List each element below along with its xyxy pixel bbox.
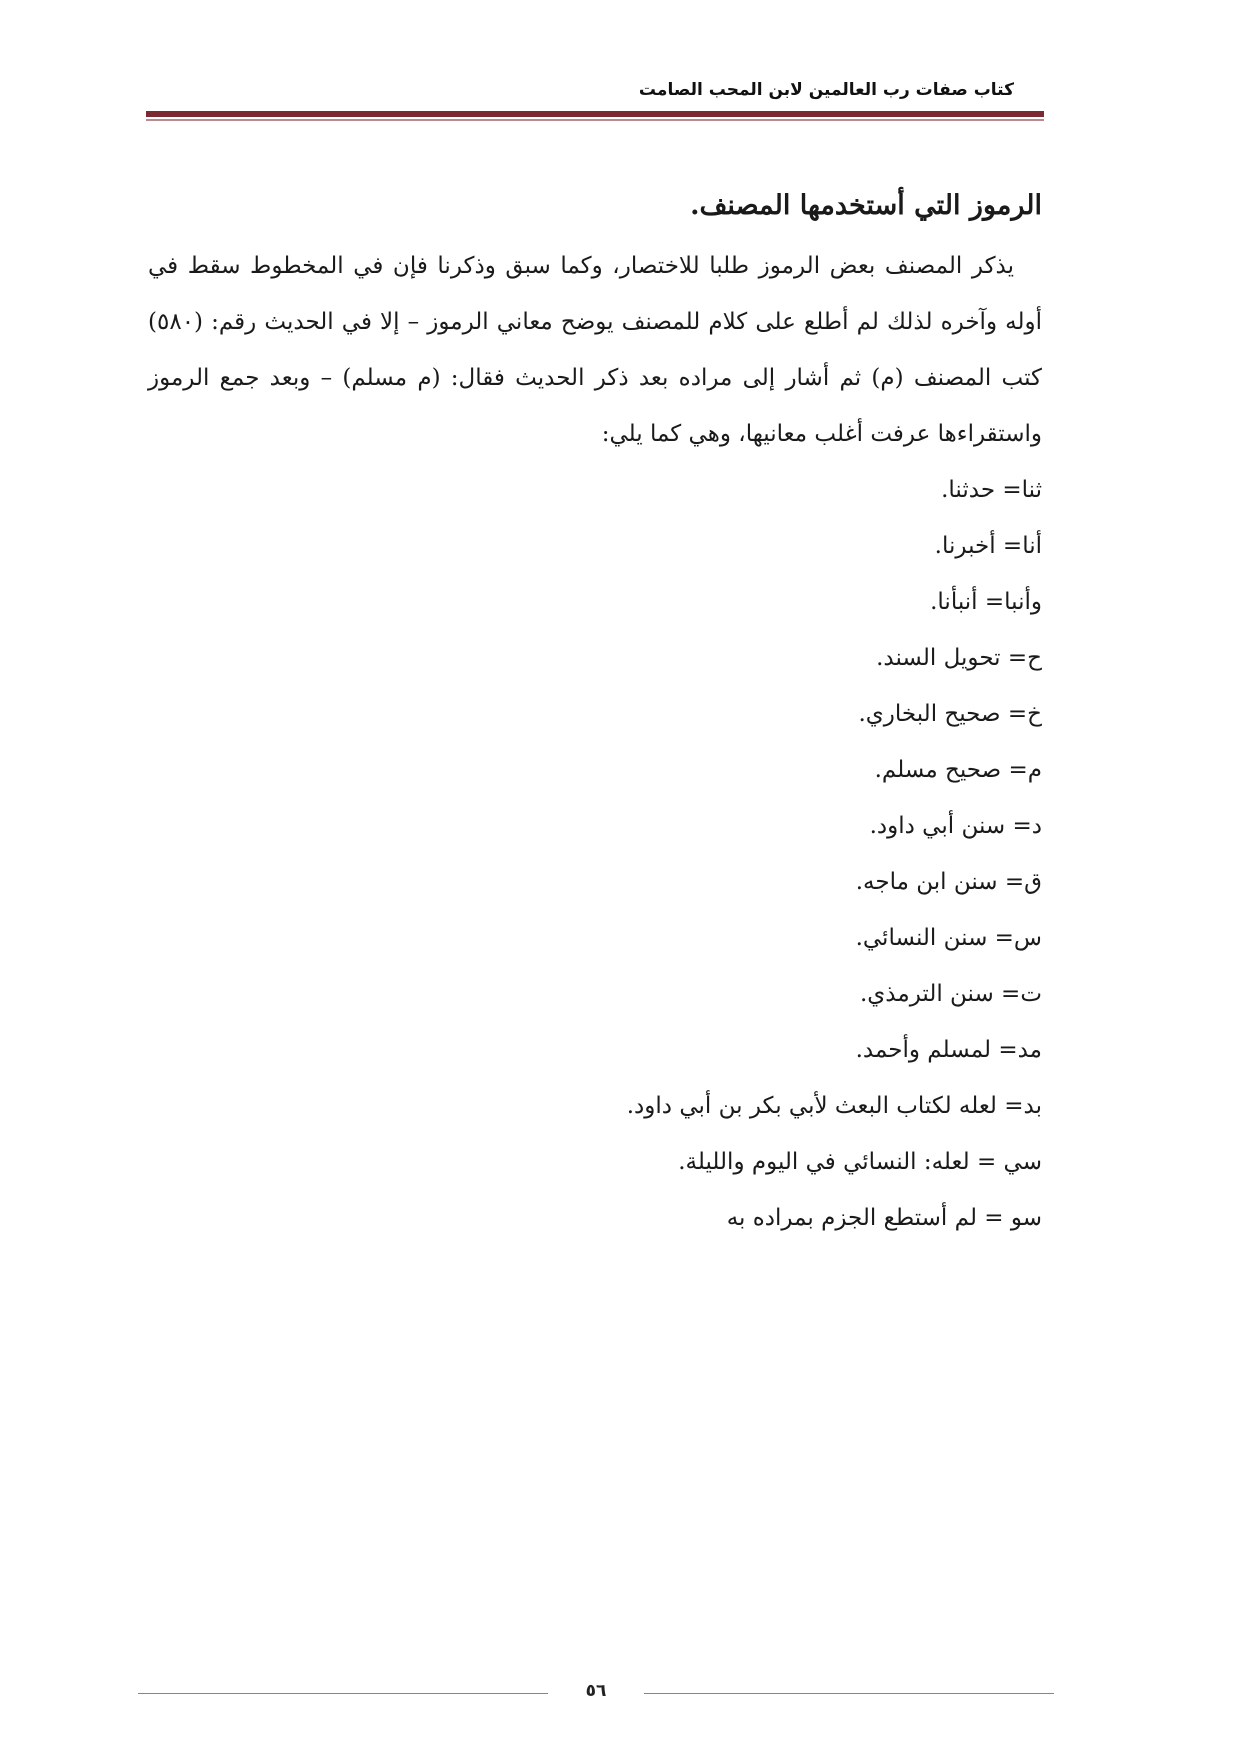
- symbol-item: ثنا= حدثنا.: [941, 477, 1042, 503]
- book-title: كتاب صفات رب العالمين لابن المحب الصامت: [638, 80, 1014, 100]
- symbol-item: سي = لعله: النسائي في اليوم والليلة.: [678, 1149, 1042, 1175]
- page-body: [148, 182, 1042, 1246]
- page-number: ٥٦: [585, 1681, 607, 1701]
- symbol-item: ح= تحويل السند.: [876, 645, 1042, 671]
- symbol-item: س= سنن النسائي.: [855, 925, 1042, 951]
- running-header: [146, 78, 1044, 108]
- symbol-item: م= صحيح مسلم.: [874, 757, 1042, 783]
- symbol-item: د= سنن أبي داود.: [869, 813, 1042, 839]
- symbol-item: ق= سنن ابن ماجه.: [855, 869, 1042, 895]
- symbol-item: سو = لم أستطع الجزم بمراده به: [726, 1205, 1042, 1231]
- footer-rule-right: [644, 1693, 1054, 1694]
- symbol-item: خ= صحيح البخاري.: [858, 701, 1042, 727]
- symbol-item: بد= لعله لكتاب البعث لأبي بكر بن أبي داود.: [626, 1093, 1042, 1119]
- symbol-item: وأنبا= أنبأنا.: [930, 589, 1042, 615]
- header-rule-secondary: [146, 119, 1044, 121]
- symbol-list: [148, 462, 1042, 1246]
- symbol-item: أنا= أخبرنا.: [934, 533, 1042, 559]
- section-title: الرموز التي أستخدمها المصنف.: [690, 190, 1042, 221]
- header-rule: [146, 111, 1044, 117]
- intro-paragraph: يذكر المصنف بعض الرموز طلبا للاختصار، وكما سبق وذكرنا فإن في المخطوط سقط في أوله وآخره لذلك لم أطلع على كلام للمصنف يوضح معاني الرموز – إلا في الحديث رقم: (٥٨٠) كتب المصنف (م) ثم أشار إلى مراده بعد ذكر الحديث فقال: (م مسلم) – وبعد جمع الرموز واستقراءها عرفت أغلب معانيها، وهي كما يلي:: [148, 253, 1042, 447]
- symbol-item: ت= سنن الترمذي.: [859, 981, 1042, 1007]
- page-footer: [138, 1683, 1054, 1703]
- symbol-item: مد= لمسلم وأحمد.: [855, 1037, 1042, 1063]
